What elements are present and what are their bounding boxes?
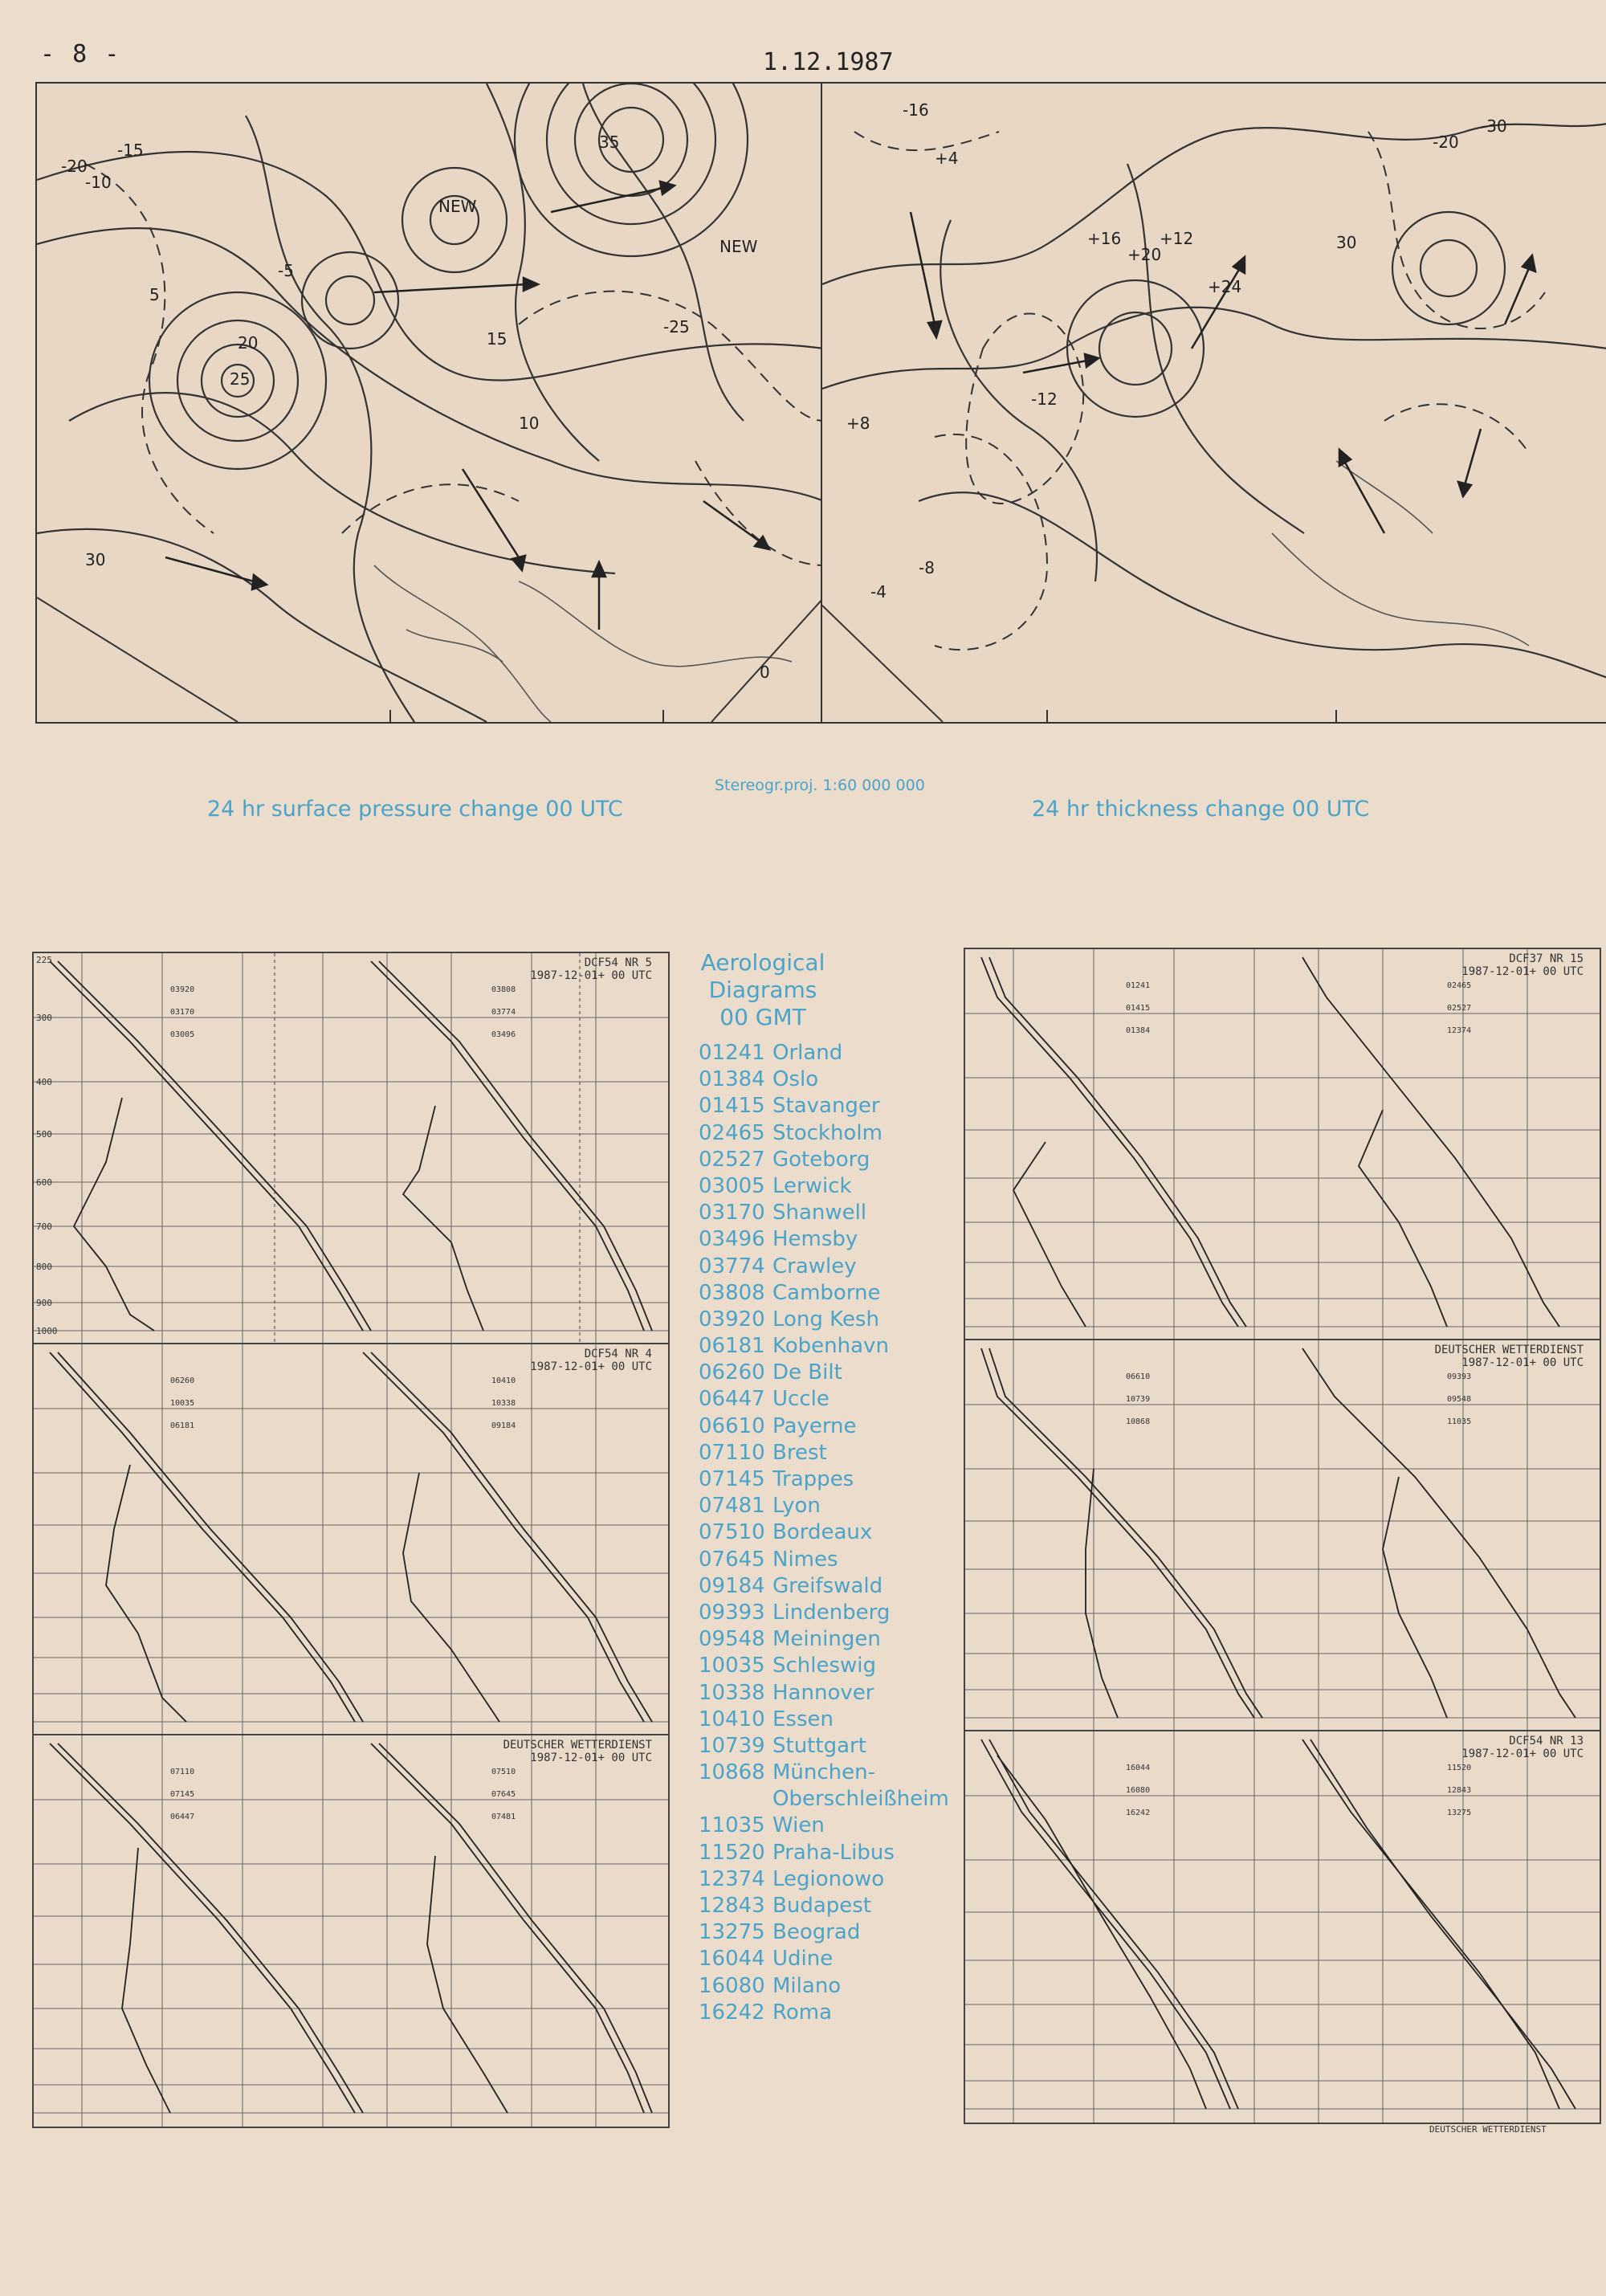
- diagram-header: DEUTSCHER WETTERDIENST: [1434, 1344, 1584, 1356]
- thickness-change-map: [821, 82, 1606, 724]
- station-code: 12843: [699, 1894, 765, 1918]
- station-row: [699, 1147, 949, 1173]
- station-code: 03005: [170, 1030, 195, 1039]
- station-code: 10739: [1126, 1395, 1151, 1404]
- station-code: 01415: [1126, 1004, 1151, 1013]
- station-row: [699, 1093, 949, 1119]
- aerological-diagram-right-3: [964, 1730, 1601, 2124]
- station-code: 10739: [699, 1733, 765, 1758]
- station-name: Brest: [772, 1440, 827, 1465]
- station-row: [699, 1200, 949, 1226]
- pressure-label: 600: [36, 1177, 52, 1188]
- station-code: 07645: [491, 1790, 516, 1799]
- station-code: 06447: [170, 1813, 195, 1821]
- station-code: 06447: [699, 1387, 765, 1412]
- station-row: [699, 1893, 949, 1919]
- surface-pressure-change-map: [35, 82, 825, 724]
- aerological-diagram-right-1: [964, 948, 1601, 1342]
- aerological-diagram-left-3: [32, 1734, 670, 2128]
- thickness-label-plus8: +8: [846, 414, 870, 433]
- station-name: Trappes: [772, 1467, 854, 1491]
- station-code: 11035: [699, 1813, 765, 1838]
- station-code: [699, 1786, 772, 1813]
- station-name: Legionowo: [772, 1866, 885, 1891]
- surface-pressure-caption: 24 hr surface pressure change 00 UTC: [207, 797, 623, 822]
- station-row: [699, 1813, 949, 1839]
- station-code: 10868: [699, 1760, 765, 1785]
- station-name: Schleswig: [772, 1654, 877, 1678]
- station-code: 06181: [699, 1334, 765, 1359]
- station-code: 03774: [491, 1008, 516, 1017]
- station-code: 16242: [699, 2000, 765, 2025]
- station-name: Goteborg: [772, 1147, 870, 1172]
- station-name: Budapest: [772, 1894, 871, 1918]
- page-number: - 8 -: [40, 40, 121, 68]
- map-label-minus10: -10: [85, 173, 112, 192]
- thickness-label-plus16: +16: [1087, 229, 1122, 248]
- station-row: [699, 1120, 949, 1147]
- station-code: 03005: [699, 1173, 765, 1198]
- diagram-footer: DEUTSCHER WETTERDIENST: [1429, 2124, 1547, 2135]
- diagram-grid: [34, 953, 668, 1344]
- station-code: 07145: [699, 1467, 765, 1491]
- aerological-diagram-left-2: [32, 1343, 670, 1737]
- diagram-date: 1987-12-01+ 00 UTC: [1461, 1747, 1584, 1760]
- station-row: [699, 1226, 949, 1253]
- station-code: 12374: [1447, 1026, 1472, 1035]
- station-name: Nimes: [772, 1547, 838, 1572]
- map-label-15: 15: [487, 329, 507, 349]
- station-code: 10410: [491, 1376, 516, 1385]
- station-name: Praha-Libus: [772, 1840, 895, 1865]
- station-name: Hannover: [772, 1680, 874, 1705]
- station-name: Lindenberg: [772, 1600, 891, 1625]
- station-code: 02465: [1447, 981, 1472, 990]
- station-name: Milano: [772, 1973, 842, 1998]
- station-code: 09393: [1447, 1372, 1472, 1381]
- thickness-label-plus20: +20: [1127, 245, 1162, 264]
- map-label-0: 0: [760, 663, 770, 682]
- station-row: [699, 1386, 949, 1413]
- station-code: 01241: [1126, 981, 1151, 990]
- station-row: [699, 1573, 949, 1600]
- station-code: 12374: [699, 1866, 765, 1891]
- pressure-label: 800: [36, 1262, 52, 1272]
- station-row: [699, 1360, 949, 1386]
- station-code: 03808: [491, 985, 516, 994]
- station-row: [699, 1866, 949, 1893]
- diagram-date: 1987-12-01+ 00 UTC: [530, 1752, 652, 1764]
- station-code: 03808: [699, 1280, 765, 1305]
- pressure-label: 400: [36, 1077, 52, 1087]
- thickness-label-30: 30: [1336, 233, 1357, 252]
- station-row: [699, 1680, 949, 1707]
- station-row: [699, 1760, 949, 1786]
- station-code: 11520: [1447, 1764, 1472, 1772]
- station-name: Stuttgart: [772, 1733, 866, 1758]
- map-label-20: 20: [238, 333, 259, 353]
- station-code: 16044: [699, 1947, 765, 1972]
- station-row: [699, 1707, 949, 1733]
- station-code: 01384: [1126, 1026, 1151, 1035]
- station-name: Lerwick: [772, 1173, 852, 1198]
- station-row: [699, 1066, 949, 1093]
- station-code: 07645: [699, 1547, 765, 1572]
- station-code: 01384: [699, 1067, 765, 1092]
- pressure-label: 700: [36, 1221, 52, 1232]
- station-code: 02527: [699, 1147, 765, 1172]
- station-name: Uccle: [772, 1387, 829, 1412]
- map-label-new-2: NEW: [719, 237, 758, 256]
- station-name: Oslo: [772, 1067, 819, 1092]
- station-row: [699, 1786, 949, 1813]
- pressure-label: 1000: [36, 1326, 58, 1336]
- diagram-date: 1987-12-01+ 00 UTC: [1461, 1356, 1584, 1369]
- station-name: Stockholm: [772, 1120, 882, 1145]
- station-row: [699, 1973, 949, 2000]
- station-row: [699, 1919, 949, 1946]
- thickness-caption: 24 hr thickness change 00 UTC: [1032, 797, 1370, 822]
- map-label-10: 10: [519, 414, 540, 433]
- thickness-label-minus4: -4: [870, 582, 887, 602]
- map-label-35: 35: [599, 133, 620, 152]
- station-code: 03496: [491, 1030, 516, 1039]
- station-row: [699, 1280, 949, 1307]
- station-code: 07145: [170, 1790, 195, 1799]
- station-row: [699, 1466, 949, 1493]
- aerological-diagram-left-1: [32, 952, 670, 1346]
- station-code: 10338: [699, 1680, 765, 1705]
- station-code: 10868: [1126, 1417, 1151, 1426]
- station-code: 11520: [699, 1840, 765, 1865]
- station-code: 03496: [699, 1227, 765, 1252]
- station-code: 01241: [699, 1041, 765, 1065]
- station-name: Orland: [772, 1041, 843, 1065]
- thickness-label-minus20: -20: [1433, 133, 1459, 152]
- pressure-label: 900: [36, 1298, 52, 1308]
- diagram-grid: [34, 1344, 668, 1735]
- aerological-title-line: Aerological: [700, 949, 825, 976]
- station-code: 09184: [699, 1573, 765, 1598]
- diagram-date: 1987-12-01+ 00 UTC: [530, 1360, 652, 1373]
- station-code: 10035: [170, 1399, 195, 1408]
- station-name: Wien: [772, 1813, 825, 1838]
- diagram-date: 1987-12-01+ 00 UTC: [1461, 965, 1584, 978]
- station-code: 06181: [170, 1421, 195, 1430]
- station-code: 06610: [699, 1413, 765, 1438]
- station-code: 09184: [491, 1421, 516, 1430]
- station-code: 02527: [1447, 1004, 1472, 1013]
- station-row: [699, 1307, 949, 1333]
- station-name: Meiningen: [772, 1627, 881, 1652]
- station-row: [699, 1413, 949, 1440]
- station-code: 03170: [699, 1201, 765, 1225]
- diagram-grid: [965, 949, 1600, 1340]
- station-name: Stavanger: [772, 1094, 880, 1119]
- station-name: Crawley: [772, 1254, 857, 1279]
- station-name: Udine: [772, 1947, 834, 1972]
- station-code: 02465: [699, 1120, 765, 1145]
- station-code: 06610: [1126, 1372, 1151, 1381]
- diagram-header: DCF54 NR 5: [584, 956, 652, 969]
- diagram-header: DCF54 NR 4: [584, 1348, 652, 1360]
- pressure-label: 300: [36, 1013, 52, 1023]
- station-code: 09548: [1447, 1395, 1472, 1404]
- station-row: [699, 1254, 949, 1280]
- station-code: 09393: [699, 1600, 765, 1625]
- aerological-title-line: Diagrams: [708, 977, 817, 1003]
- station-code: 07481: [699, 1494, 765, 1519]
- station-name: Roma: [772, 2000, 833, 2025]
- diagram-header: DCF54 NR 13: [1509, 1735, 1584, 1747]
- station-code: 07510: [699, 1520, 765, 1545]
- pressure-label: 225: [36, 955, 52, 965]
- station-row: [699, 2000, 949, 2026]
- thickness-label-plus24: +24: [1208, 277, 1242, 296]
- station-name: Shanwell: [772, 1201, 867, 1225]
- station-code: 01415: [699, 1094, 765, 1119]
- station-row: [699, 1493, 949, 1519]
- map-label-minus20: -20: [61, 157, 88, 176]
- station-code: 07110: [170, 1768, 195, 1776]
- station-code: 03920: [170, 985, 195, 994]
- station-code: 16080: [699, 1973, 765, 1998]
- map-label-new-1: NEW: [438, 197, 477, 216]
- aerological-title: [695, 949, 831, 1031]
- map-label-30: 30: [85, 550, 106, 569]
- station-row: [699, 1040, 949, 1066]
- station-code: 03920: [699, 1307, 765, 1332]
- thickness-label-minus30: -30: [1481, 116, 1507, 136]
- station-row: [699, 1840, 949, 1866]
- thickness-label-minus8: -8: [919, 558, 935, 577]
- station-row: [699, 1733, 949, 1760]
- station-name: Hemsby: [772, 1227, 858, 1252]
- station-name: Essen: [772, 1707, 834, 1731]
- station-code: 13275: [699, 1920, 765, 1945]
- station-name: Greifswald: [772, 1573, 883, 1598]
- station-code: 03774: [699, 1254, 765, 1279]
- station-code: 16044: [1126, 1764, 1151, 1772]
- station-name: Oberschleißheim: [772, 1787, 949, 1812]
- station-code: 09548: [699, 1627, 765, 1652]
- station-name: Camborne: [772, 1280, 881, 1305]
- thickness-label-minus12: -12: [1031, 389, 1058, 409]
- diagram-header: DCF37 NR 15: [1509, 952, 1584, 965]
- map-label-5: 5: [149, 285, 160, 304]
- station-code: 06260: [699, 1360, 765, 1385]
- station-row: [699, 1653, 949, 1679]
- diagram-grid: [965, 1340, 1600, 1731]
- station-code: 06260: [170, 1376, 195, 1385]
- station-name: Lyon: [772, 1494, 821, 1519]
- station-name: Bordeaux: [772, 1520, 873, 1545]
- station-name: Kobenhavn: [772, 1334, 889, 1359]
- station-code: 10410: [699, 1707, 765, 1731]
- station-row: [699, 1173, 949, 1200]
- diagram-grid: [34, 1735, 668, 2127]
- station-code: 16080: [1126, 1786, 1151, 1795]
- map-label-minus15: -15: [117, 141, 144, 160]
- station-code: 10338: [491, 1399, 516, 1408]
- station-code: 12843: [1447, 1786, 1472, 1795]
- aerological-diagram-right-2: [964, 1339, 1601, 1733]
- station-code: 07110: [699, 1440, 765, 1465]
- map-label-25: 25: [230, 369, 251, 389]
- station-row: [699, 1440, 949, 1466]
- diagram-header: DEUTSCHER WETTERDIENST: [503, 1739, 652, 1752]
- station-name: Payerne: [772, 1413, 857, 1438]
- station-row: [699, 1600, 949, 1626]
- pressure-label: 500: [36, 1129, 52, 1140]
- aerological-title-line: 00 GMT: [719, 1004, 806, 1030]
- diagram-grid: [965, 1731, 1600, 2123]
- diagram-date: 1987-12-01+ 00 UTC: [530, 969, 652, 982]
- map-label-minus25: -25: [663, 317, 690, 336]
- station-code: 07510: [491, 1768, 516, 1776]
- page-date: 1.12.1987: [763, 48, 894, 76]
- station-code: 03170: [170, 1008, 195, 1017]
- station-code: 16242: [1126, 1809, 1151, 1817]
- station-row: [699, 1333, 949, 1360]
- station-name: De Bilt: [772, 1360, 842, 1385]
- station-name: München-: [772, 1760, 876, 1785]
- station-code: 10035: [699, 1654, 765, 1678]
- station-list: [699, 1040, 949, 2026]
- station-name: Beograd: [772, 1920, 861, 1945]
- station-row: [699, 1547, 949, 1573]
- station-row: [699, 1626, 949, 1653]
- map-label-minus5: -5: [278, 261, 294, 280]
- station-code: 07481: [491, 1813, 516, 1821]
- station-name: Long Kesh: [772, 1307, 879, 1332]
- station-row: [699, 1519, 949, 1546]
- thickness-label-plus12: +12: [1160, 229, 1194, 248]
- station-row: [699, 1946, 949, 1972]
- station-code: 13275: [1447, 1809, 1472, 1817]
- projection-note: Stereogr.proj. 1:60 000 000: [715, 777, 925, 794]
- thickness-label-plus4: +4: [935, 149, 959, 168]
- thickness-label-minus16: -16: [903, 100, 929, 120]
- station-code: 11035: [1447, 1417, 1472, 1426]
